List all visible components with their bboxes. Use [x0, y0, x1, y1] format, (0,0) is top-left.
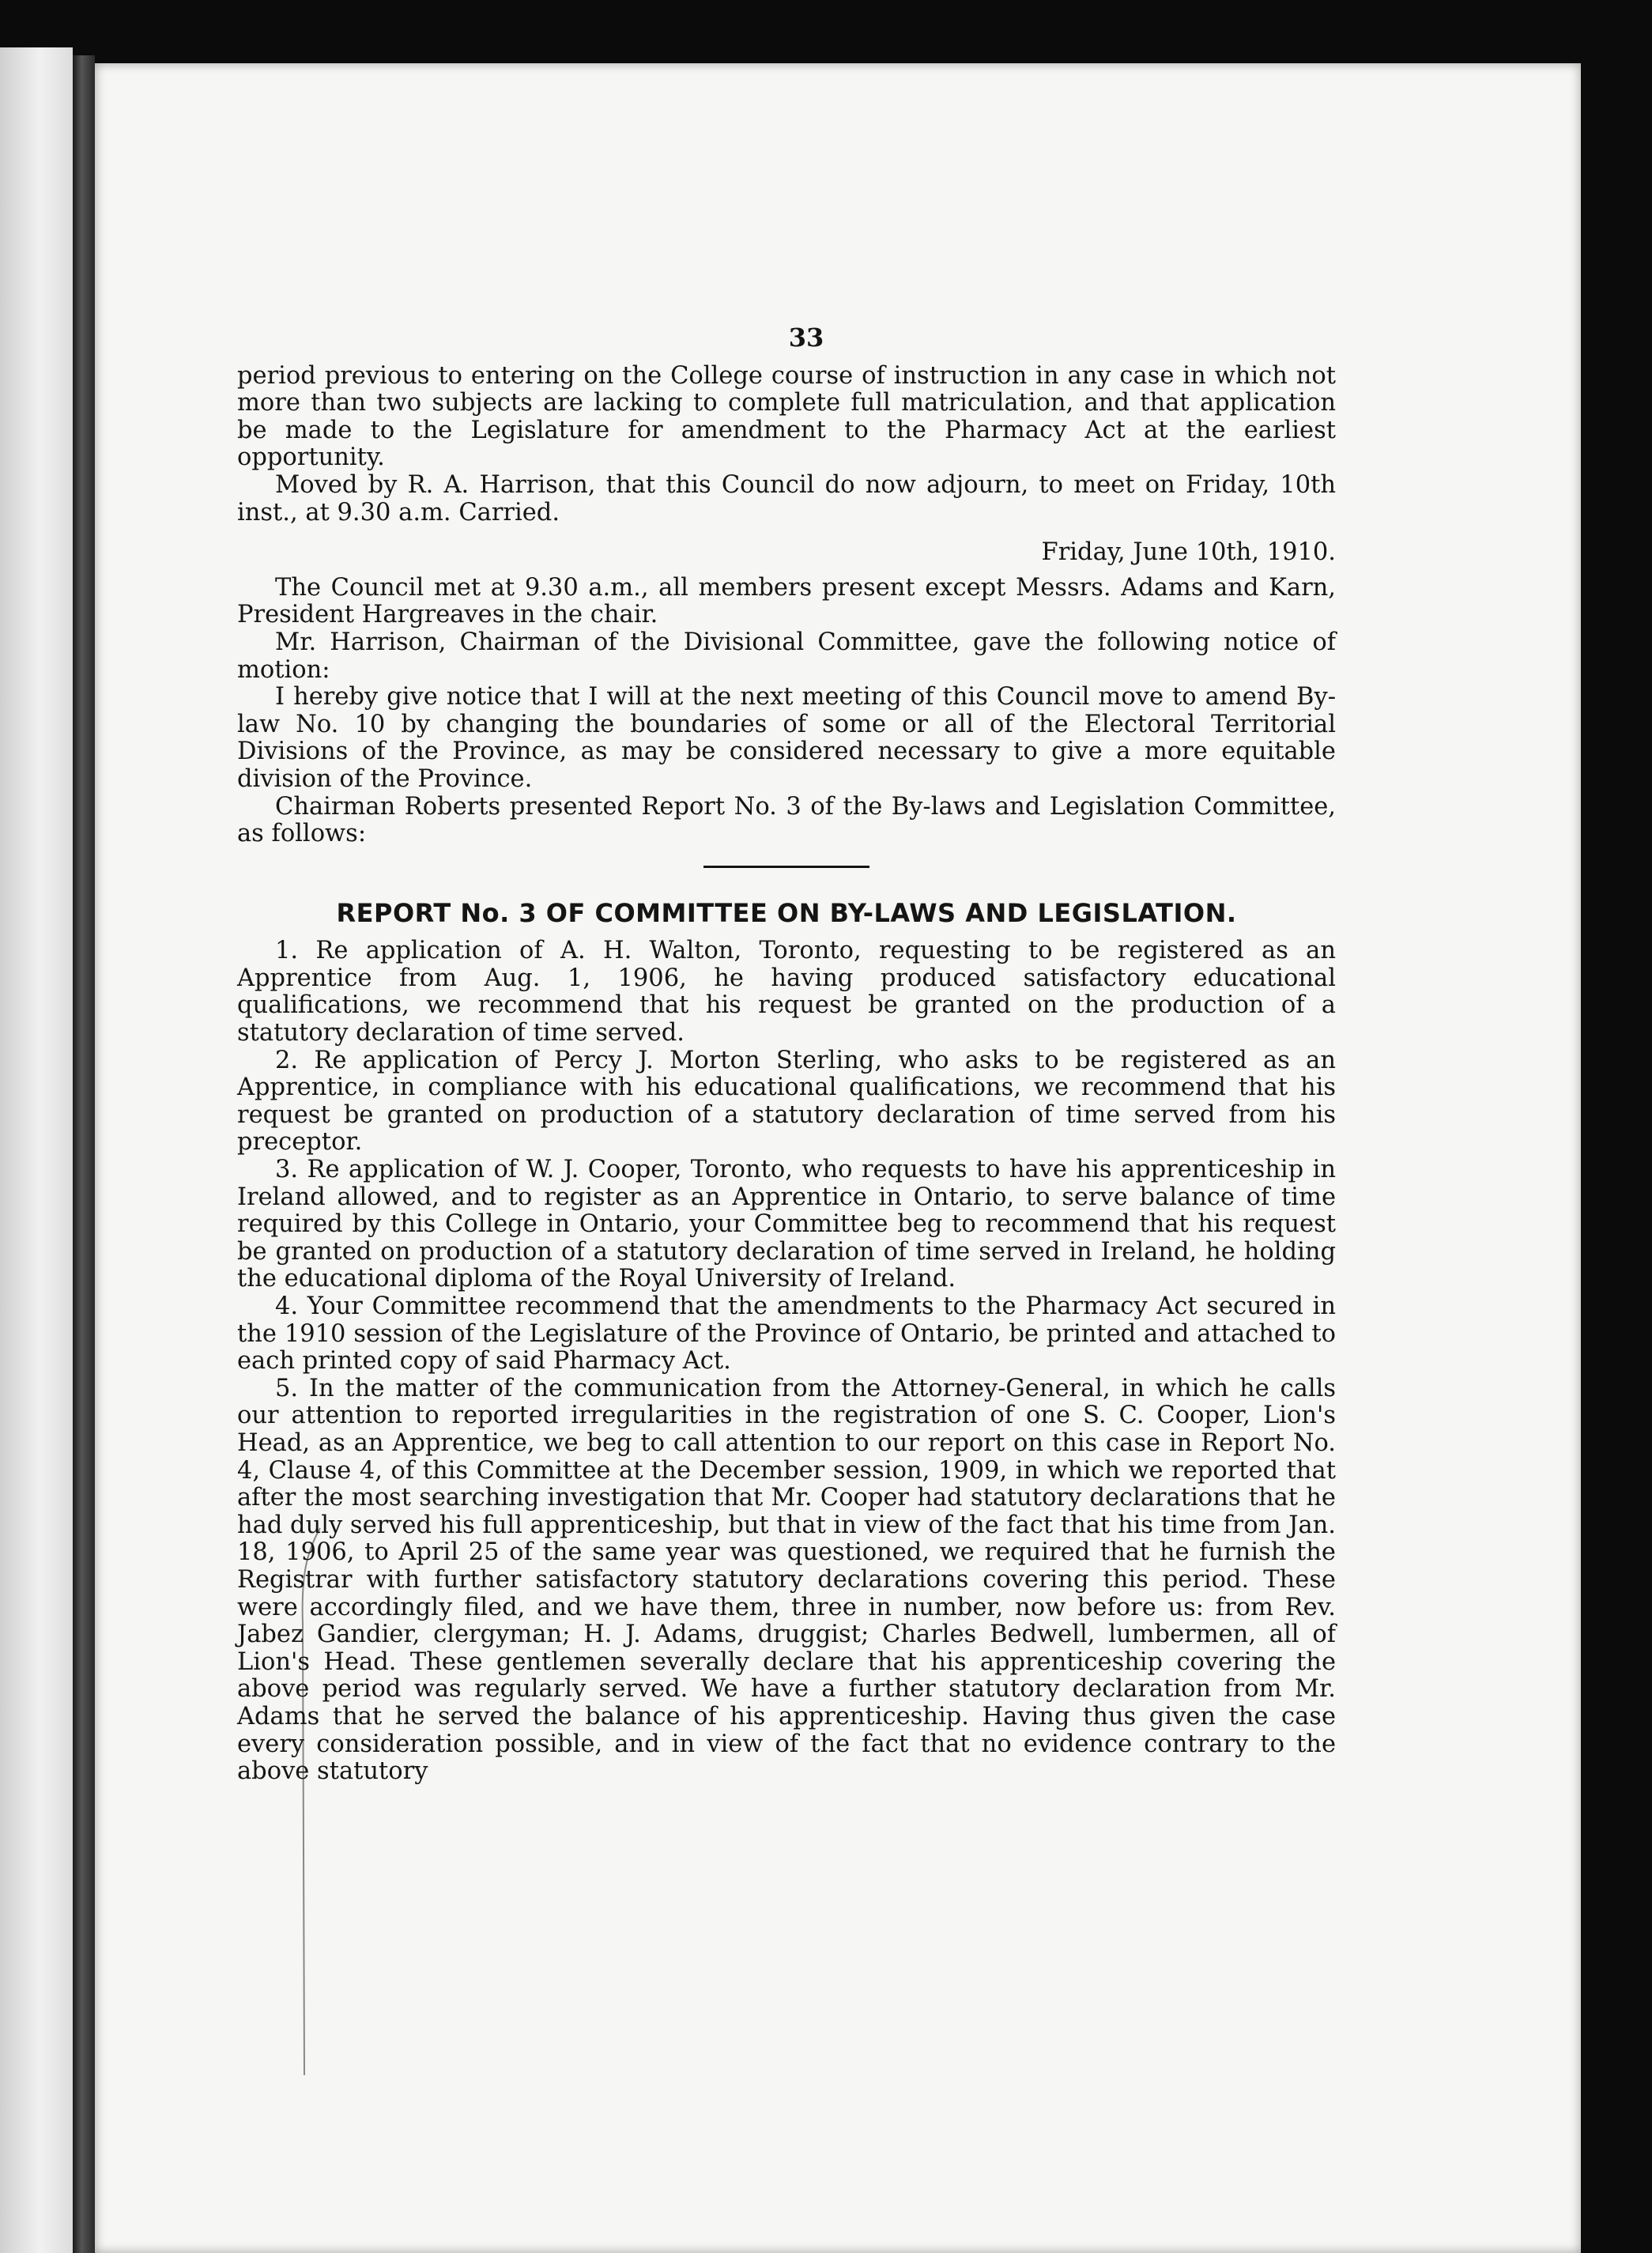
report-item: 3. Re application of W. J. Cooper, Toronto, who requests to have his apprenticeship in Ireland allowed, and to register as an Apprentice in Ontario, to serve balance of time required by this College in Ontario, your Committee beg to recommend that his request be granted on production of a statutory declaration of time served in Ireland, he holding the educational diploma of the Royal University of Ireland.	[237, 1156, 1336, 1293]
page-corner-curl	[1464, 76, 1567, 120]
section-divider	[703, 866, 869, 868]
report-item: 1. Re application of A. H. Walton, Toronto, requesting to be registered as an Apprentice from Aug. 1, 1906, he having produced satisfactory educational qualifications, we recommend that his request be granted on the production of a statutory declaration of time served.	[237, 937, 1336, 1047]
paragraph: Moved by R. A. Harrison, that this Council do now adjourn, to meet on Friday, 10th inst., at 9.30 a.m. Carried.	[237, 470, 1336, 526]
report-item: 2. Re application of Percy J. Morton Sterling, who asks to be registered as an Apprentice, in compliance with his educational qualifications, we recommend that his request be granted on production of a statutory declaration of time served from his preceptor.	[237, 1046, 1336, 1157]
report-heading: REPORT No. 3 OF COMMITTEE ON BY-LAWS AND LEGISLATION.	[336, 897, 1237, 928]
paragraph: Chairman Roberts presented Report No. 3 of the By-laws and Legislation Committee, as follows:	[237, 792, 1336, 848]
page-number: 33	[788, 323, 824, 353]
report-item: 4. Your Committee recommend that the amendments to the Pharmacy Act secured in the 1910 session of the Legislature of the Province of Ontario, be printed and attached to each printed copy of said Pharmacy Act.	[237, 1293, 1336, 1376]
book-gutter	[73, 55, 95, 2253]
page-text	[237, 324, 1336, 1786]
paragraph: The Council met at 9.30 a.m., all members present except Messrs. Adams and Karn, President Hargreaves in the chair.	[237, 573, 1336, 629]
session-dateline: Friday, June 10th, 1910.	[1041, 538, 1336, 567]
paragraph: I hereby give notice that I will at the next meeting of this Council move to amend By-law No. 10 by changing the boundaries of some or all of the Electoral Territorial Divisions of the Province, as may be considered necessary to give a more equitable division of the Province.	[237, 683, 1336, 793]
facing-page-edge	[0, 47, 73, 2253]
paragraph: Mr. Harrison, Chairman of the Divisional Committee, gave the following notice of motion:	[237, 628, 1336, 684]
report-item: 5. In the matter of the communication from the Attorney-General, in which he calls our attention to reported irregularities in the registration of one S. C. Cooper, Lion's Head, as an Apprentice, we beg to call attention to our report on this case in Report No. 4, Clause 4, of this Committee at the December session, 1909, in which we reported that after the most searching investigation that Mr. Cooper had statutory declarations that he had duly served his full apprenticeship, but that in view of the fact that his time from Jan. 18, 1906, to April 25 of the same year was questioned, we required that he furnish the Registrar with further satisfactory statutory declarations covering this period. These were accordingly filed, and we have them, three in number, now before us: from Rev. Jabez Gandier, clergyman; H. J. Adams, druggist; Charles Bedwell, lumbermen, all of Lion's Head. These gentlemen severally declare that his apprenticeship covering the above period was regularly served. We have a further statutory declaration from Mr. Adams that he served the balance of his apprenticeship. Having thus given the case every consideration possible, and in view of the fact that no evidence contrary to the above statutory	[237, 1374, 1336, 1786]
paragraph: period previous to entering on the College course of instruction in any case in which not more than two subjects are lacking to complete full matriculation, and that application be made to the Legislature for amendment to the Pharmacy Act at the earliest opportunity.	[237, 361, 1336, 472]
